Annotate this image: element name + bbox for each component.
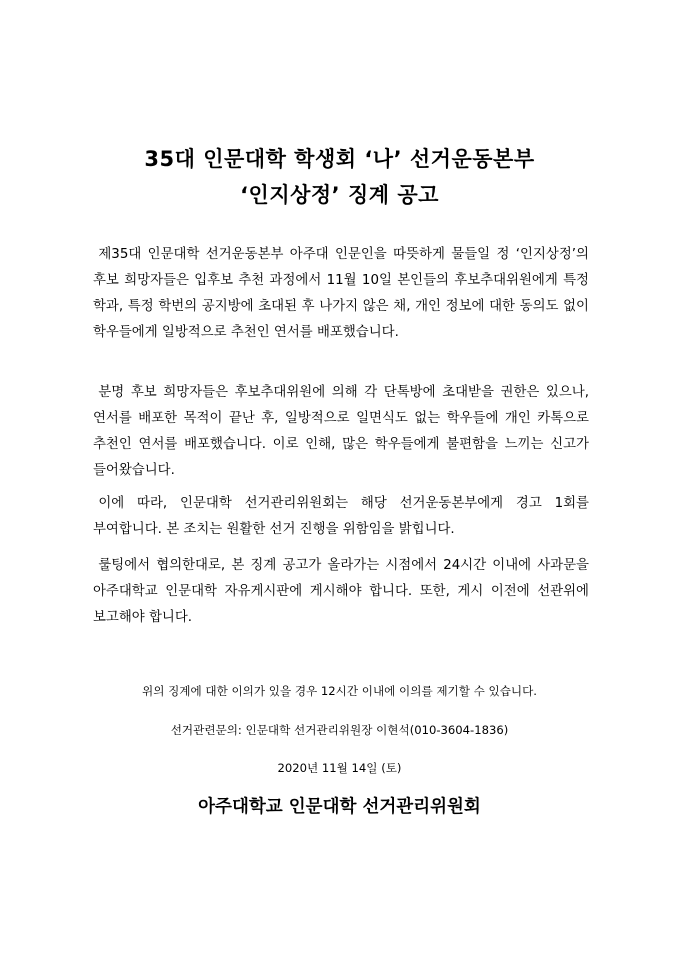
contact-info: 선거관련문의: 인문대학 선거관리위원장 이현석(010-3604-1836) — [170, 723, 509, 737]
body-paragraph-4: 룰팅에서 협의한대로, 본 징계 공고가 올라가는 시점에서 24시간 이내에 사과문을 아주대학교 인문대학 자유게시판에 게시해야 합니다. 또한, 게시 이전에 선관위에 보고해야 합니다. — [93, 558, 589, 625]
objection-note: 위의 징계에 대한 이의가 있을 경우 12시간 이내에 이의를 제기할 수 있습니다. — [142, 684, 537, 698]
body-paragraph-2: 분명 후보 희망자들은 후보추대위원에 의해 각 단톡방에 초대받을 권한은 있으나, 연서를 배포한 목적이 끝난 후, 일방적으로 일면식도 없는 학우들에 개인 카톡으로 추천인 연서를 배포했습니다. 이로 인해, 많은 학우들에게 불편함을 느끼는 신고가 들어왔습니다. — [93, 385, 589, 478]
body-paragraph-3: 이에 따라, 인문대학 선거관리위원회는 해당 선거운동본부에게 경고 1회를 부여합니다. 본 조치는 원활한 선거 진행을 위함임을 밝힙니다. — [93, 496, 589, 537]
notice-date: 2020년 11월 14일 (토) — [277, 761, 402, 775]
notice-title-line1: 35대 인문대학 학생회 ‘나’ 선거운동본부 — [144, 147, 535, 171]
body-paragraph-1: 제35대 인문대학 선거운동본부 아주대 인문인을 따뜻하게 물들일 정 ‘인지상정’의 후보 희망자들은 입후보 추천 과정에서 11월 10일 본인들의 후보추대위원에게 특정 학과, 특정 학번의 공지방에 초대된 후 나가지 않은 채, 개인 정보에 대한 동의도 없이 학우들에게 일방적으로 추천인 연서를 배포했습니다. — [93, 247, 589, 340]
notice-title-line2: ‘인지상정’ 징계 공고 — [240, 183, 439, 207]
issuer-signature: 아주대학교 인문대학 선거관리위원회 — [198, 797, 481, 817]
